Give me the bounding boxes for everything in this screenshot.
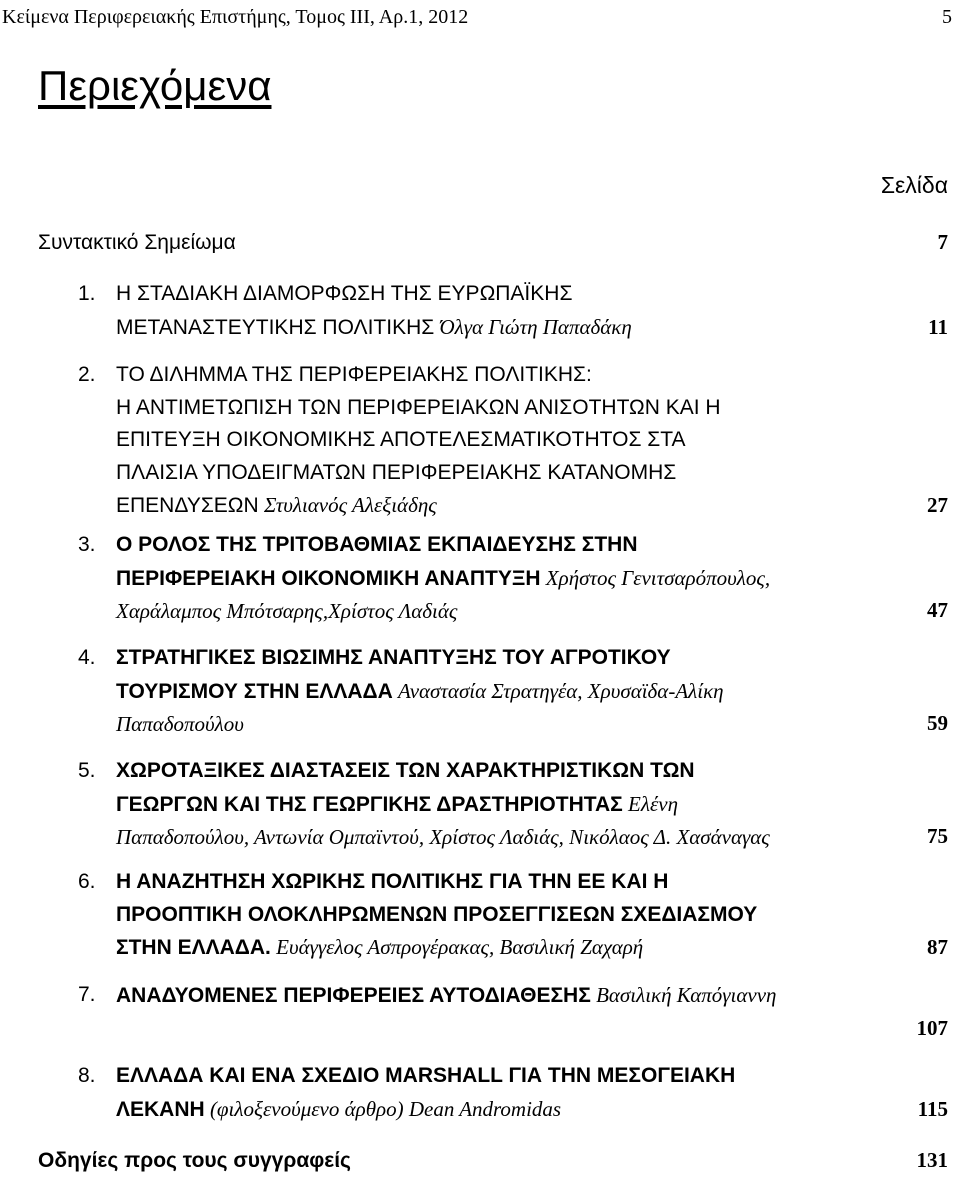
toc-entry-authors: Αναστασία Στρατηγέα, Χρυσαϊδα-Αλίκη	[398, 678, 724, 703]
toc-entry-authors: Χρήστος Γενιτσαρόπουλος,	[545, 565, 771, 590]
journal-citation: Κείμενα Περιφερειακής Επιστήμης, Τομος ΙΙΙ, Αρ.1, 2012	[2, 6, 469, 28]
toc-page-number: 59	[927, 711, 948, 735]
toc-entry-number: 2.	[78, 363, 96, 386]
toc-entry-7[interactable]	[0, 979, 960, 1045]
toc-entry-authors: Παπαδοπούλου, Αντωνία Ομπαϊντού, Χρίστος Λαδιάς, Νικόλαος Δ. Χασάναγας	[116, 825, 770, 849]
toc-entry-6[interactable]	[0, 866, 960, 964]
toc-page-number: 87	[927, 935, 948, 959]
toc-entry-title-line: ΑΝΑΔΥΟΜΕΝΕΣ ΠΕΡΙΦΕΡΕΙΕΣ ΑΥΤΟΔΙΑΘΕΣΗΣ	[116, 984, 591, 1007]
toc-entry-4[interactable]	[0, 642, 960, 740]
toc-entry-5[interactable]	[0, 755, 960, 853]
toc-entry-authors: Βασιλική Καπόγιαννη	[596, 983, 777, 1007]
toc-entry-authors: Όλγα Γιώτη Παπαδάκη	[439, 314, 632, 339]
toc-entry-8[interactable]	[0, 1060, 960, 1126]
toc-entry-label: Συντακτικό Σημείωμα	[38, 231, 236, 254]
toc-entry-title-line: Ο ΡΟΛΟΣ ΤΗΣ ΤΡΙΤΟΒΑΘΜΙΑΣ ΕΚΠΑΙΔΕΥΣΗΣ ΣΤΗΝ	[116, 533, 638, 556]
toc-entry-title-line: ΕΛΛΑΔΑ ΚΑΙ ΕΝΑ ΣΧΕΔΙΟ MARSHALL ΓΙΑ ΤΗΝ ΜΕΣΟΓΕΙΑΚΗ	[116, 1064, 736, 1087]
toc-entry-title-line: ΠΛΑΙΣΙΑ ΥΠΟΔΕΙΓΜΑΤΩΝ ΠΕΡΙΦΕΡΕΙΑΚΗΣ ΚΑΤΑΝΟΜΗΣ	[116, 460, 677, 484]
toc-entry-authors: Ελένη	[628, 791, 678, 816]
toc-entry-title-line: ΓΕΩΡΓΩΝ ΚΑΙ ΤΗΣ ΓΕΩΡΓΙΚΗΣ ΔΡΑΣΤΗΡΙΟΤΗΤΑΣ	[116, 792, 623, 816]
toc-entry-2[interactable]	[0, 359, 960, 522]
toc-entry-authors: Στυλιανός Αλεξιάδης	[263, 493, 437, 517]
toc-entry-number: 8.	[78, 1064, 96, 1087]
toc-entry-3[interactable]	[0, 529, 960, 627]
toc-page-number: 7	[937, 230, 948, 254]
page-column-label: Σελίδα	[880, 172, 948, 198]
toc-entry-authors: Ευάγγελος Ασπρογέρακας, Βασιλική Ζαχαρή	[276, 935, 644, 959]
toc-page-number: 75	[927, 824, 948, 848]
toc-entry-title-line: Η ΑΝΤΙΜΕΤΩΠΙΣΗ ΤΩΝ ΠΕΡΙΦΕΡΕΙΑΚΩΝ ΑΝΙΣΟΤΗΤΩΝ ΚΑΙ Η	[116, 395, 721, 419]
toc-entry-number: 4.	[78, 646, 96, 669]
toc-entry-title-line: ΕΠΙΤΕΥΞΗ ΟΙΚΟΝΟΜΙΚΗΣ ΑΠΟΤΕΛΕΣΜΑΤΙΚΟΤΗΤΟΣ ΣΤΑ	[116, 428, 686, 451]
toc-entry-authors: (φιλοξενούμενο άρθρο) Dean Andromidas	[209, 1096, 562, 1121]
toc-entry-title-line: ΣΤΡΑΤΗΓΙΚΕΣ ΒΙΩΣΙΜΗΣ ΑΝΑΠΤΥΞΗΣ ΤΟΥ ΑΓΡΟΤΙΚΟΥ	[116, 646, 671, 669]
page-title: Περιεχόμενα	[38, 62, 272, 109]
toc-entry-number: 3.	[78, 533, 96, 556]
toc-entry-title-line: ΤΟΥΡΙΣΜΟΥ ΣΤΗΝ ΕΛΛΑΔΑ	[116, 679, 393, 703]
toc-entry-number: 6.	[78, 870, 96, 893]
toc-entry-title-line: ΛΕΚΑΝΗ	[116, 1097, 205, 1121]
toc-entry-author-guidelines[interactable]	[38, 1144, 948, 1177]
toc-entry-title-line: ΠΡΟΟΠΤΙΚΗ ΟΛΟΚΛΗΡΩΜΕΝΩΝ ΠΡΟΣΕΓΓΙΣΕΩΝ ΣΧΕΔΙΑΣΜΟΥ	[116, 902, 758, 926]
toc-entry-title-line: ΠΕΡΙΦΕΡΕΙΑΚΗ ΟΙΚΟΝΟΜΙΚΗ ΑΝΑΠΤΥΞΗ	[116, 566, 541, 590]
toc-page-number: 47	[927, 598, 948, 622]
toc-entry-title-line: ΣΤΗΝ ΕΛΛΑΔΑ.	[116, 936, 271, 959]
toc-entry-label: Οδηγίες προς τους συγγραφείς	[38, 1149, 351, 1172]
toc-page-number: 107	[916, 1015, 948, 1040]
toc-entry-title-line: ΤΟ ΔΙΛΗΜΜΑ ΤΗΣ ΠΕΡΙΦΕΡΕΙΑΚΗΣ ΠΟΛΙΤΙΚΗΣ:	[116, 363, 592, 386]
page-number: 5	[942, 6, 952, 28]
toc-page-number: 131	[916, 1148, 948, 1172]
toc-entry-number: 7.	[78, 983, 96, 1006]
toc-entry-editorial[interactable]	[38, 226, 948, 259]
toc-page-number: 11	[928, 314, 948, 339]
toc-page-number: 27	[927, 493, 948, 517]
toc-entry-number: 5.	[78, 759, 96, 782]
toc-entry-authors: Χαράλαμπος Μπότσαρης,Χρίστος Λαδιάς	[116, 599, 458, 623]
toc-entry-title-line: ΧΩΡΟΤΑΞΙΚΕΣ ΔΙΑΣΤΑΣΕΙΣ ΤΩΝ ΧΑΡΑΚΤΗΡΙΣΤΙΚΩΝ ΤΩΝ	[116, 759, 695, 782]
toc-entry-title-line: ΕΠΕΝΔΥΣΕΩΝ	[116, 494, 259, 517]
toc-entry-title-line: Η ΑΝΑΖΗΤΗΣΗ ΧΩΡΙΚΗΣ ΠΟΛΙΤΙΚΗΣ ΓΙΑ ΤΗΝ ΕΕ ΚΑΙ Η	[116, 870, 669, 893]
toc-entry-authors: Παπαδοπούλου	[116, 712, 244, 736]
toc-page-number: 115	[917, 1096, 948, 1121]
toc-entry-1[interactable]	[0, 278, 960, 344]
toc-entry-title-line: Η ΣΤΑΔΙΑΚΗ ΔΙΑΜΟΡΦΩΣΗ ΤΗΣ ΕΥΡΩΠΑΪΚΗΣ	[116, 282, 573, 305]
toc-entry-title-line: ΜΕΤΑΝΑΣΤΕΥΤΙΚΗΣ ΠΟΛΙΤΙΚΗΣ	[116, 315, 435, 339]
toc-entry-number: 1.	[78, 282, 96, 305]
